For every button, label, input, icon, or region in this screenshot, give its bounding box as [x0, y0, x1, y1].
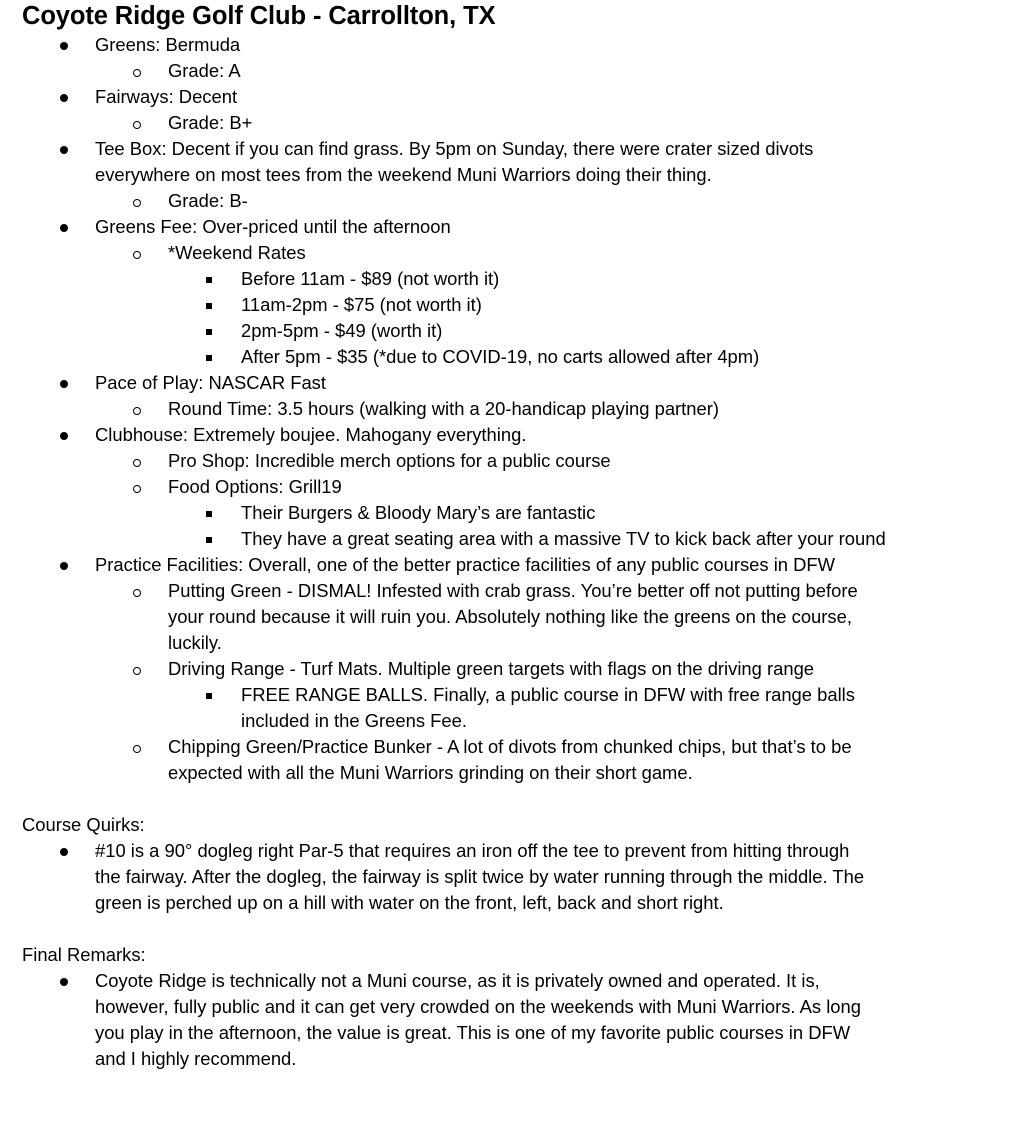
- weekend-rates-label: *Weekend Rates: [168, 242, 306, 263]
- list-item-fairways: [22, 84, 997, 110]
- list-item-driving-range: [22, 656, 997, 682]
- bullet-circle-icon: [133, 589, 141, 597]
- list-item-greens-fee: [22, 214, 997, 240]
- remark-line-3: you play in the afternoon, the value is great. This is one of my favorite public courses in DFW: [95, 1022, 851, 1043]
- chipping-line-2: expected with all the Muni Warriors grinding on their short game.: [168, 762, 693, 783]
- free-range-line-1: FREE RANGE BALLS. Finally, a public course in DFW with free range balls: [241, 684, 855, 705]
- round-time-text: Round Time: 3.5 hours (walking with a 20-handicap playing partner): [168, 398, 720, 419]
- rate-text: 2pm-5pm - $49 (worth it): [241, 320, 443, 341]
- bullet-circle-icon: [133, 485, 141, 493]
- bullet-dot-icon: [60, 146, 68, 154]
- course-quirks-heading: Course Quirks:: [22, 814, 145, 835]
- greens-label: Greens: Bermuda: [95, 34, 241, 55]
- putting-line-1: Putting Green - DISMAL! Infested with crab grass. You’re better off not putting before: [168, 580, 858, 601]
- greens-grade: Grade: A: [168, 60, 241, 81]
- list-item-quirk: [22, 838, 997, 916]
- list-item-remark: [22, 968, 997, 1072]
- chipping-line-1: Chipping Green/Practice Bunker - A lot of divots from chunked chips, but that’s to be: [168, 736, 852, 757]
- list-item-rate: [22, 292, 997, 318]
- bullet-dot-icon: [60, 848, 68, 856]
- clubhouse-label: Clubhouse: Extremely boujee. Mahogany everything.: [95, 424, 527, 445]
- bullet-circle-icon: [133, 459, 141, 467]
- fairways-label: Fairways: Decent: [95, 86, 238, 107]
- list-item-rate: [22, 344, 997, 370]
- bullet-circle-icon: [133, 745, 141, 753]
- bullet-circle-icon: [133, 251, 141, 259]
- putting-line-2: your round because it will ruin you. Absolutely nothing like the greens on the course,: [168, 606, 852, 627]
- quirk-line-1: #10 is a 90° dogleg right Par-5 that requires an iron off the tee to prevent from hitting through: [95, 840, 850, 861]
- bullet-dot-icon: [60, 380, 68, 388]
- putting-line-3: luckily.: [168, 632, 222, 653]
- list-item-food: [22, 500, 997, 526]
- bullet-square-icon: [206, 537, 212, 543]
- remark-line-1: Coyote Ridge is technically not a Muni course, as it is privately owned and operated. It is,: [95, 970, 820, 991]
- list-item-food-options: [22, 474, 997, 500]
- bullet-circle-icon: [133, 121, 141, 129]
- list-item-greens-grade: [22, 58, 997, 84]
- rate-text: After 5pm - $35 (*due to COVID-19, no carts allowed after 4pm): [241, 346, 760, 367]
- spacer: [22, 916, 997, 942]
- quirk-line-2: the fairway. After the dogleg, the fairway is split twice by water running through the middle. The: [95, 866, 865, 887]
- list-item-clubhouse: [22, 422, 997, 448]
- list-item-pace-of-play: [22, 370, 997, 396]
- greens-fee-label: Greens Fee: Over-priced until the afternoon: [95, 216, 451, 237]
- list-item-practice-facilities: [22, 552, 997, 578]
- bullet-square-icon: [206, 303, 212, 309]
- bullet-square-icon: [206, 355, 212, 361]
- tee-box-line-2: everywhere on most tees from the weekend Muni Warriors doing their thing.: [95, 164, 712, 185]
- list-item-chipping-green: [22, 734, 997, 786]
- food-item-text: They have a great seating area with a massive TV to kick back after your round: [241, 528, 886, 549]
- list-item-tee-box-grade: [22, 188, 997, 214]
- fairways-grade: Grade: B+: [168, 112, 253, 133]
- final-remarks-heading: Final Remarks:: [22, 944, 146, 965]
- document-page: [22, 0, 997, 1072]
- bullet-dot-icon: [60, 42, 68, 50]
- quirk-line-3: green is perched up on a hill with water on the front, left, back and short right.: [95, 892, 724, 913]
- list-item-round-time: [22, 396, 997, 422]
- list-item-rate: [22, 318, 997, 344]
- bullet-circle-icon: [133, 667, 141, 675]
- bullet-dot-icon: [60, 432, 68, 440]
- page-title: Coyote Ridge Golf Club - Carrollton, TX: [22, 2, 496, 30]
- list-item-greens: [22, 32, 997, 58]
- rate-text: Before 11am - $89 (not worth it): [241, 268, 500, 289]
- practice-label: Practice Facilities: Overall, one of the better practice facilities of any public courses in DFW: [95, 554, 836, 575]
- bullet-square-icon: [206, 511, 212, 517]
- bullet-dot-icon: [60, 224, 68, 232]
- bullet-dot-icon: [60, 562, 68, 570]
- food-options-text: Food Options: Grill19: [168, 476, 342, 497]
- remark-line-2: however, fully public and it can get very crowded on the weekends with Muni Warriors. As long: [95, 996, 861, 1017]
- bullet-dot-icon: [60, 978, 68, 986]
- list-item-fairways-grade: [22, 110, 997, 136]
- tee-box-grade: Grade: B-: [168, 190, 248, 211]
- bullet-circle-icon: [133, 69, 141, 77]
- bullet-square-icon: [206, 329, 212, 335]
- food-item-text: Their Burgers & Bloody Mary’s are fantastic: [241, 502, 596, 523]
- bullet-circle-icon: [133, 407, 141, 415]
- list-item-tee-box: [22, 136, 997, 188]
- bullet-square-icon: [206, 693, 212, 699]
- list-item-food: [22, 526, 997, 552]
- rate-text: 11am-2pm - $75 (not worth it): [241, 294, 482, 315]
- free-range-line-2: included in the Greens Fee.: [241, 710, 467, 731]
- pace-label: Pace of Play: NASCAR Fast: [95, 372, 326, 393]
- list-item-free-range-balls: [22, 682, 997, 734]
- spacer: [22, 786, 997, 812]
- bullet-dot-icon: [60, 94, 68, 102]
- list-item-weekend-rates: [22, 240, 997, 266]
- remark-line-4: and I highly recommend.: [95, 1048, 297, 1069]
- list-item-rate: [22, 266, 997, 292]
- list-item-pro-shop: [22, 448, 997, 474]
- pro-shop-text: Pro Shop: Incredible merch options for a public course: [168, 450, 611, 471]
- list-item-putting-green: [22, 578, 997, 656]
- bullet-circle-icon: [133, 199, 141, 207]
- tee-box-line-1: Tee Box: Decent if you can find grass. By 5pm on Sunday, there were crater sized divots: [95, 138, 814, 159]
- driving-range-text: Driving Range - Turf Mats. Multiple green targets with flags on the driving range: [168, 658, 815, 679]
- bullet-square-icon: [206, 277, 212, 283]
